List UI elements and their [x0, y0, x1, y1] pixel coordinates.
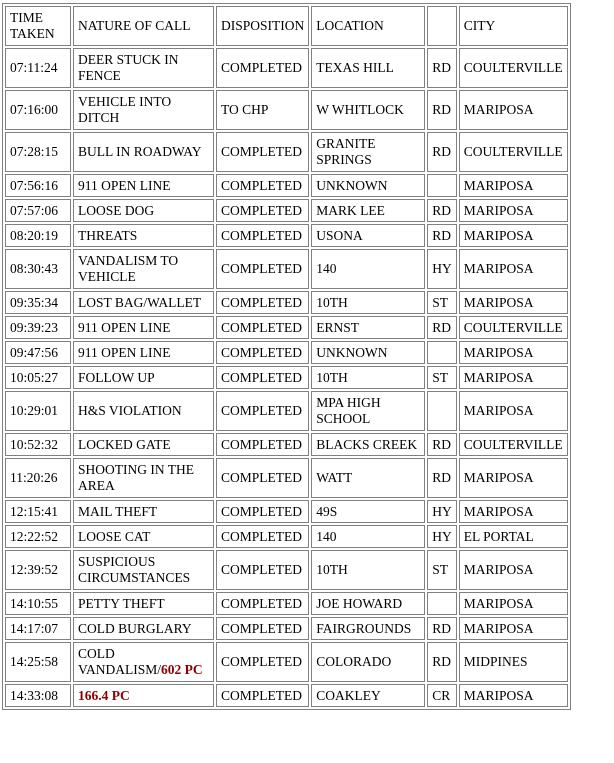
- location-cell: MARK LEE: [311, 199, 425, 222]
- suffix-cell: RD: [427, 199, 457, 222]
- city-cell: MARIPOSA: [459, 391, 568, 431]
- nature-cell: [73, 48, 214, 88]
- nature-text: SHOOTING IN THE AREA: [78, 462, 194, 493]
- location-cell: JOE HOWARD: [311, 592, 425, 615]
- city-cell: MARIPOSA: [459, 617, 568, 640]
- header-disposition: DISPOSITION: [216, 6, 309, 46]
- nature-text: LOCKED GATE: [78, 436, 171, 452]
- suffix-cell: HY: [427, 525, 457, 548]
- nature-cell: [73, 366, 214, 389]
- disposition-cell: COMPLETED: [216, 249, 309, 289]
- nature-cell: [73, 458, 214, 498]
- disposition-cell: COMPLETED: [216, 391, 309, 431]
- city-cell: COULTERVILLE: [459, 132, 568, 172]
- time-cell: 09:35:34: [5, 291, 71, 314]
- table-row: [5, 48, 568, 88]
- disposition-cell: COMPLETED: [216, 525, 309, 548]
- disposition-cell: COMPLETED: [216, 316, 309, 339]
- disposition-cell: COMPLETED: [216, 291, 309, 314]
- location-cell: GRANITE SPRINGS: [311, 132, 425, 172]
- nature-text: COLD VANDALISM/: [78, 646, 162, 677]
- nature-text: BULL IN ROADWAY: [78, 144, 202, 159]
- time-cell: 07:11:24: [5, 48, 71, 88]
- disposition-cell: COMPLETED: [216, 500, 309, 523]
- city-cell: MARIPOSA: [459, 199, 568, 222]
- location-cell: 10TH: [311, 550, 425, 590]
- suffix-cell: [427, 341, 457, 364]
- suffix-cell: RD: [427, 90, 457, 130]
- nature-text: THREATS: [78, 227, 138, 243]
- table-row: [5, 592, 568, 615]
- nature-cell: [73, 433, 214, 456]
- disposition-cell: TO CHP: [216, 90, 309, 130]
- nature-text: 911 OPEN LINE: [78, 319, 171, 335]
- city-cell: MARIPOSA: [459, 684, 568, 707]
- city-cell: MARIPOSA: [459, 224, 568, 247]
- city-cell: MARIPOSA: [459, 90, 568, 130]
- suffix-cell: RD: [427, 642, 457, 682]
- suffix-cell: ST: [427, 550, 457, 590]
- nature-cell: [73, 174, 214, 197]
- nature-text: 911 OPEN LINE: [78, 177, 171, 193]
- location-cell: W WHITLOCK: [311, 90, 425, 130]
- table-row: [5, 291, 568, 314]
- nature-text: VEHICLE INTO DITCH: [78, 94, 172, 125]
- city-cell: MARIPOSA: [459, 174, 568, 197]
- disposition-cell: COMPLETED: [216, 224, 309, 247]
- suffix-cell: RD: [427, 458, 457, 498]
- city-cell: COULTERVILLE: [459, 48, 568, 88]
- location-cell: 10TH: [311, 291, 425, 314]
- nature-cell: [73, 90, 214, 130]
- time-cell: 12:22:52: [5, 525, 71, 548]
- time-cell: 14:25:58: [5, 642, 71, 682]
- nature-cell: [73, 199, 214, 222]
- time-cell: 10:52:32: [5, 433, 71, 456]
- time-cell: 07:57:06: [5, 199, 71, 222]
- location-cell: 140: [311, 249, 425, 289]
- header-city: CITY: [459, 6, 568, 46]
- nature-text: LOOSE CAT: [78, 528, 151, 544]
- call-log-table: [2, 3, 571, 710]
- nature-text: VANDALISM TO VEHICLE: [78, 253, 179, 284]
- nature-text: DEER STUCK IN FENCE: [78, 52, 179, 83]
- table-row: [5, 174, 568, 197]
- suffix-cell: RD: [427, 132, 457, 172]
- table-row: [5, 500, 568, 523]
- location-cell: UNKNOWN: [311, 341, 425, 364]
- table-row: [5, 391, 568, 431]
- location-cell: TEXAS HILL: [311, 48, 425, 88]
- nature-text: SUSPICIOUS CIRCUMSTANCES: [78, 554, 191, 585]
- suffix-cell: RD: [427, 224, 457, 247]
- penal-code: 166.4 PC: [78, 687, 130, 703]
- header-nature: NATURE OF CALL: [73, 6, 214, 46]
- city-cell: MARIPOSA: [459, 341, 568, 364]
- city-cell: MARIPOSA: [459, 550, 568, 590]
- table-row: [5, 366, 568, 389]
- nature-cell: [73, 684, 214, 707]
- time-cell: 11:20:26: [5, 458, 71, 498]
- header-time: TIME TAKEN: [5, 6, 71, 46]
- disposition-cell: COMPLETED: [216, 433, 309, 456]
- nature-text: COLD BURGLARY: [78, 620, 192, 636]
- disposition-cell: COMPLETED: [216, 174, 309, 197]
- location-cell: MPA HIGH SCHOOL: [311, 391, 425, 431]
- location-cell: COAKLEY: [311, 684, 425, 707]
- table-row: [5, 199, 568, 222]
- city-cell: MIDPINES: [459, 642, 568, 682]
- disposition-cell: COMPLETED: [216, 199, 309, 222]
- time-cell: 07:28:15: [5, 132, 71, 172]
- table-row: [5, 433, 568, 456]
- time-cell: 10:29:01: [5, 391, 71, 431]
- time-cell: 14:33:08: [5, 684, 71, 707]
- time-cell: 10:05:27: [5, 366, 71, 389]
- location-cell: WATT: [311, 458, 425, 498]
- nature-cell: [73, 341, 214, 364]
- time-cell: 07:56:16: [5, 174, 71, 197]
- city-cell: MARIPOSA: [459, 500, 568, 523]
- suffix-cell: HY: [427, 249, 457, 289]
- table-row: [5, 224, 568, 247]
- nature-text: MAIL THEFT: [78, 503, 158, 519]
- disposition-cell: COMPLETED: [216, 341, 309, 364]
- disposition-cell: COMPLETED: [216, 48, 309, 88]
- nature-cell: [73, 249, 214, 289]
- time-cell: 12:39:52: [5, 550, 71, 590]
- table-row: [5, 684, 568, 707]
- nature-cell: [73, 224, 214, 247]
- city-cell: COULTERVILLE: [459, 433, 568, 456]
- nature-cell: [73, 642, 214, 682]
- location-cell: 140: [311, 525, 425, 548]
- time-cell: 12:15:41: [5, 500, 71, 523]
- suffix-cell: RD: [427, 316, 457, 339]
- nature-text: H&S VIOLATION: [78, 403, 182, 418]
- disposition-cell: COMPLETED: [216, 642, 309, 682]
- header-location: LOCATION: [311, 6, 425, 46]
- nature-cell: [73, 550, 214, 590]
- time-cell: 08:20:19: [5, 224, 71, 247]
- time-cell: 07:16:00: [5, 90, 71, 130]
- suffix-cell: [427, 391, 457, 431]
- nature-cell: [73, 132, 214, 172]
- location-cell: ERNST: [311, 316, 425, 339]
- city-cell: MARIPOSA: [459, 458, 568, 498]
- nature-text: FOLLOW UP: [78, 369, 155, 385]
- city-cell: MARIPOSA: [459, 366, 568, 389]
- table-row: [5, 458, 568, 498]
- suffix-cell: [427, 174, 457, 197]
- disposition-cell: COMPLETED: [216, 458, 309, 498]
- time-cell: 09:47:56: [5, 341, 71, 364]
- table-row: [5, 249, 568, 289]
- disposition-cell: COMPLETED: [216, 366, 309, 389]
- table-row: [5, 550, 568, 590]
- city-cell: MARIPOSA: [459, 592, 568, 615]
- table-row: [5, 132, 568, 172]
- disposition-cell: COMPLETED: [216, 684, 309, 707]
- location-cell: COLORADO: [311, 642, 425, 682]
- location-cell: 10TH: [311, 366, 425, 389]
- table-row: [5, 525, 568, 548]
- suffix-cell: RD: [427, 617, 457, 640]
- nature-text: 911 OPEN LINE: [78, 344, 171, 360]
- city-cell: EL PORTAL: [459, 525, 568, 548]
- city-cell: COULTERVILLE: [459, 316, 568, 339]
- city-cell: MARIPOSA: [459, 249, 568, 289]
- time-cell: 09:39:23: [5, 316, 71, 339]
- nature-text: LOOSE DOG: [78, 202, 155, 218]
- nature-text: LOST BAG/WALLET: [78, 294, 202, 310]
- table-row: [5, 90, 568, 130]
- location-cell: FAIRGROUNDS: [311, 617, 425, 640]
- suffix-cell: [427, 592, 457, 615]
- suffix-cell: ST: [427, 291, 457, 314]
- table-row: [5, 617, 568, 640]
- nature-cell: [73, 592, 214, 615]
- location-cell: UNKNOWN: [311, 174, 425, 197]
- nature-cell: [73, 291, 214, 314]
- disposition-cell: COMPLETED: [216, 617, 309, 640]
- nature-cell: [73, 391, 214, 431]
- nature-cell: [73, 525, 214, 548]
- suffix-cell: RD: [427, 433, 457, 456]
- disposition-cell: COMPLETED: [216, 132, 309, 172]
- nature-cell: [73, 316, 214, 339]
- time-cell: 08:30:43: [5, 249, 71, 289]
- header-suffix: [427, 6, 457, 46]
- time-cell: 14:17:07: [5, 617, 71, 640]
- disposition-cell: COMPLETED: [216, 592, 309, 615]
- location-cell: BLACKS CREEK: [311, 433, 425, 456]
- nature-cell: [73, 617, 214, 640]
- suffix-cell: ST: [427, 366, 457, 389]
- nature-text: PETTY THEFT: [78, 595, 165, 611]
- table-row: [5, 316, 568, 339]
- nature-cell: [73, 500, 214, 523]
- time-cell: 14:10:55: [5, 592, 71, 615]
- penal-code: 602 PC: [161, 662, 203, 677]
- header-row: [5, 6, 568, 46]
- suffix-cell: HY: [427, 500, 457, 523]
- city-cell: MARIPOSA: [459, 291, 568, 314]
- table-row: [5, 642, 568, 682]
- disposition-cell: COMPLETED: [216, 550, 309, 590]
- suffix-cell: CR: [427, 684, 457, 707]
- location-cell: USONA: [311, 224, 425, 247]
- suffix-cell: RD: [427, 48, 457, 88]
- table-row: [5, 341, 568, 364]
- location-cell: 49S: [311, 500, 425, 523]
